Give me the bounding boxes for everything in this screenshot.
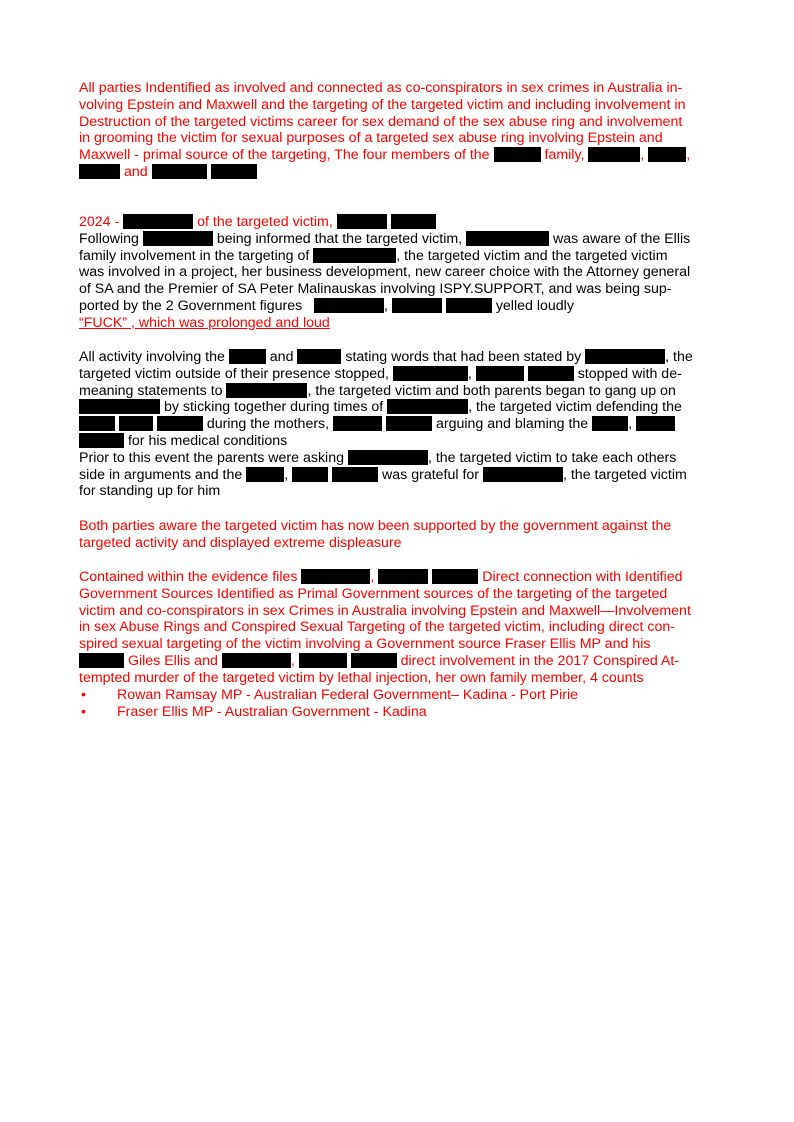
redaction-block: [314, 298, 384, 313]
text-line: [79, 450, 719, 467]
redaction-block: [648, 147, 686, 162]
redaction-block: [337, 214, 387, 229]
redaction-block: [143, 231, 213, 246]
text-segment: yelled loudly: [495, 297, 574, 314]
text-segment: ,: [384, 297, 388, 314]
text-segment: during the mothers,: [206, 416, 330, 433]
text-segment: was aware of the Ellis: [553, 230, 691, 247]
text-segment: stating words that had been stated by: [345, 349, 582, 365]
text-segment: ,: [370, 569, 375, 585]
text-segment: was grateful for: [382, 466, 480, 483]
text-line: volving Epstein and Maxwell and the targeting of the targeted victim and including involvement in: [79, 96, 686, 113]
redaction-block: [211, 164, 257, 179]
text-line: [79, 399, 719, 416]
redaction-block: [152, 164, 207, 179]
text-line: targeted activity and displayed extreme displeasure: [79, 534, 402, 551]
text-segment: ported by the 2 Government figures: [79, 297, 303, 314]
text-segment: ,: [628, 416, 633, 433]
redaction-block: [585, 349, 665, 364]
text-line: [79, 298, 719, 315]
text-line: in sex Abuse Rings and Conspired Sexual Targeting of the targeted victim, including direct con-: [79, 619, 675, 636]
list-item-text: Rowan Ramsay MP - Australian Federal Government– Kadina - Port Pirie: [117, 687, 579, 703]
paragraph-evidence: [79, 569, 719, 687]
text-line: victim and co-conspirators in sex Crimes in Australia involving Epstein and Maxwell—Involvement: [79, 602, 691, 619]
text-line: [79, 147, 719, 164]
text-segment: , the targeted victim defending the: [468, 399, 682, 416]
redaction-block: [494, 147, 541, 162]
list-item: [79, 704, 719, 721]
text-segment: ,: [640, 147, 645, 164]
text-line: Government Sources Identified as Primal Government sources of the targeting of the targeted: [79, 585, 668, 602]
text-segment: side in arguments and the: [79, 466, 243, 483]
redaction-block: [222, 653, 291, 668]
text-segment: ,: [467, 365, 472, 382]
redaction-block: [79, 164, 120, 179]
text-segment: ,: [686, 147, 691, 164]
text-segment: of the targeted victim,: [197, 214, 333, 230]
redaction-block: [378, 569, 428, 584]
paragraph-2024: [79, 214, 719, 332]
redaction-block: [297, 349, 341, 364]
redaction-block: [229, 349, 266, 364]
text-segment: , the targeted victim and the targeted victim: [396, 247, 668, 264]
text-segment: Prior to this event the parents were asking: [79, 449, 344, 466]
text-line: [79, 214, 719, 231]
redaction-block: [483, 467, 563, 482]
redaction-block: [386, 416, 432, 431]
text-segment: for his medical conditions: [127, 432, 288, 449]
bullet-list: [79, 687, 719, 721]
paragraph-activity: [79, 349, 719, 500]
text-line: for standing up for him: [79, 483, 221, 500]
redaction-block: [333, 416, 382, 431]
redaction-block: [392, 298, 442, 313]
redaction-block: [226, 383, 307, 398]
text-segment: Giles Ellis and: [127, 652, 218, 669]
text-line: “FUCK” , which was prolonged and loud: [79, 314, 330, 331]
redaction-block: [119, 416, 153, 431]
text-segment: , the targeted victim to take each others: [427, 449, 677, 466]
text-segment: stopped with de-: [577, 365, 682, 382]
text-segment: ,: [290, 652, 295, 669]
redaction-block: [123, 214, 193, 229]
list-item: [79, 687, 719, 704]
redaction-block: [446, 298, 492, 313]
text-line: [79, 248, 719, 265]
text-segment: by sticking together during times of: [163, 399, 384, 416]
text-line: [79, 164, 719, 181]
redaction-block: [588, 147, 640, 162]
text-line: Both parties aware the targeted victim has now been supported by the government against the: [79, 518, 672, 534]
text-line: Destruction of the targeted victims career for sex demand of the sex abuse ring and involvement: [79, 113, 683, 130]
text-line: [79, 231, 719, 248]
paragraph-parties: [79, 80, 719, 181]
text-line: All parties Indentified as involved and connected as co-conspirators in sex crimes in Australia in-: [79, 80, 683, 96]
text-line: [79, 569, 719, 586]
redaction-block: [476, 366, 524, 381]
text-segment: family involvement in the targeting of: [79, 247, 310, 264]
redaction-block: [636, 416, 675, 431]
text-segment: family,: [544, 147, 585, 164]
text-line: was involved in a project, her business development, new career choice with the Attorney general: [79, 264, 691, 281]
paragraph-support: [79, 518, 719, 552]
bullet-icon: •: [81, 703, 86, 720]
text-segment: , the targeted victim: [562, 466, 687, 483]
text-segment: targeted victim outside of their presence stopped,: [79, 365, 389, 382]
text-line: of SA and the Premier of SA Peter Malinauskas involving ISPY.SUPPORT, and was being sup-: [79, 281, 672, 298]
redaction-block: [313, 248, 396, 263]
text-segment: Contained within the evidence files: [79, 569, 298, 585]
redaction-block: [332, 467, 378, 482]
text-line: [79, 383, 719, 400]
redaction-block: [299, 653, 347, 668]
text-line: tempted murder of the targeted victim by lethal injection, her own family member, 4 counts: [79, 669, 644, 686]
redaction-block: [387, 399, 468, 414]
text-line: [79, 653, 719, 670]
redaction-block: [466, 231, 549, 246]
text-line: in grooming the victim for sexual purposes of a targeted sex abuse ring involving Epstein and: [79, 130, 663, 147]
text-line: [79, 349, 719, 366]
text-segment: arguing and blaming the: [435, 416, 589, 433]
bullet-icon: •: [81, 687, 86, 703]
text-line: spired sexual targeting of the victim involving a Government source Fraser Ellis MP and his: [79, 636, 651, 653]
text-line: [79, 433, 719, 450]
text-segment: being informed that the targeted victim,: [216, 230, 463, 247]
list-item-text: Fraser Ellis MP - Australian Government - Kadina: [117, 703, 427, 720]
redaction-block: [592, 416, 628, 431]
text-segment: direct involvement in the 2017 Conspired At-: [400, 652, 680, 669]
text-line: [79, 467, 719, 484]
redaction-block: [391, 214, 436, 229]
redaction-block: [292, 467, 328, 482]
text-segment: Maxwell - primal source of the targeting, The four members of the: [79, 147, 490, 164]
redaction-block: [393, 366, 468, 381]
redaction-block: [351, 653, 397, 668]
redaction-block: [79, 416, 115, 431]
text-segment: , the: [665, 349, 693, 365]
text-segment: 2024 -: [79, 214, 120, 230]
text-line: [79, 416, 719, 433]
text-segment: ,: [284, 466, 289, 483]
redaction-block: [79, 653, 124, 668]
redaction-block: [432, 569, 478, 584]
redaction-block: [301, 569, 370, 584]
redaction-block: [528, 366, 574, 381]
redaction-block: [157, 416, 203, 431]
text-segment: and: [123, 163, 148, 180]
redaction-block: [79, 433, 124, 448]
text-segment: Direct connection with Identified: [482, 569, 683, 585]
text-segment: Following: [79, 230, 139, 247]
text-segment: meaning statements to: [79, 382, 223, 399]
text-segment: All activity involving the: [79, 349, 225, 365]
text-line: [79, 366, 719, 383]
redaction-block: [348, 450, 428, 465]
text-segment: , the targeted victim and both parents began to gang up on: [307, 382, 676, 399]
text-segment: and: [269, 349, 294, 365]
redaction-block: [79, 399, 160, 414]
redaction-block: [246, 467, 284, 482]
